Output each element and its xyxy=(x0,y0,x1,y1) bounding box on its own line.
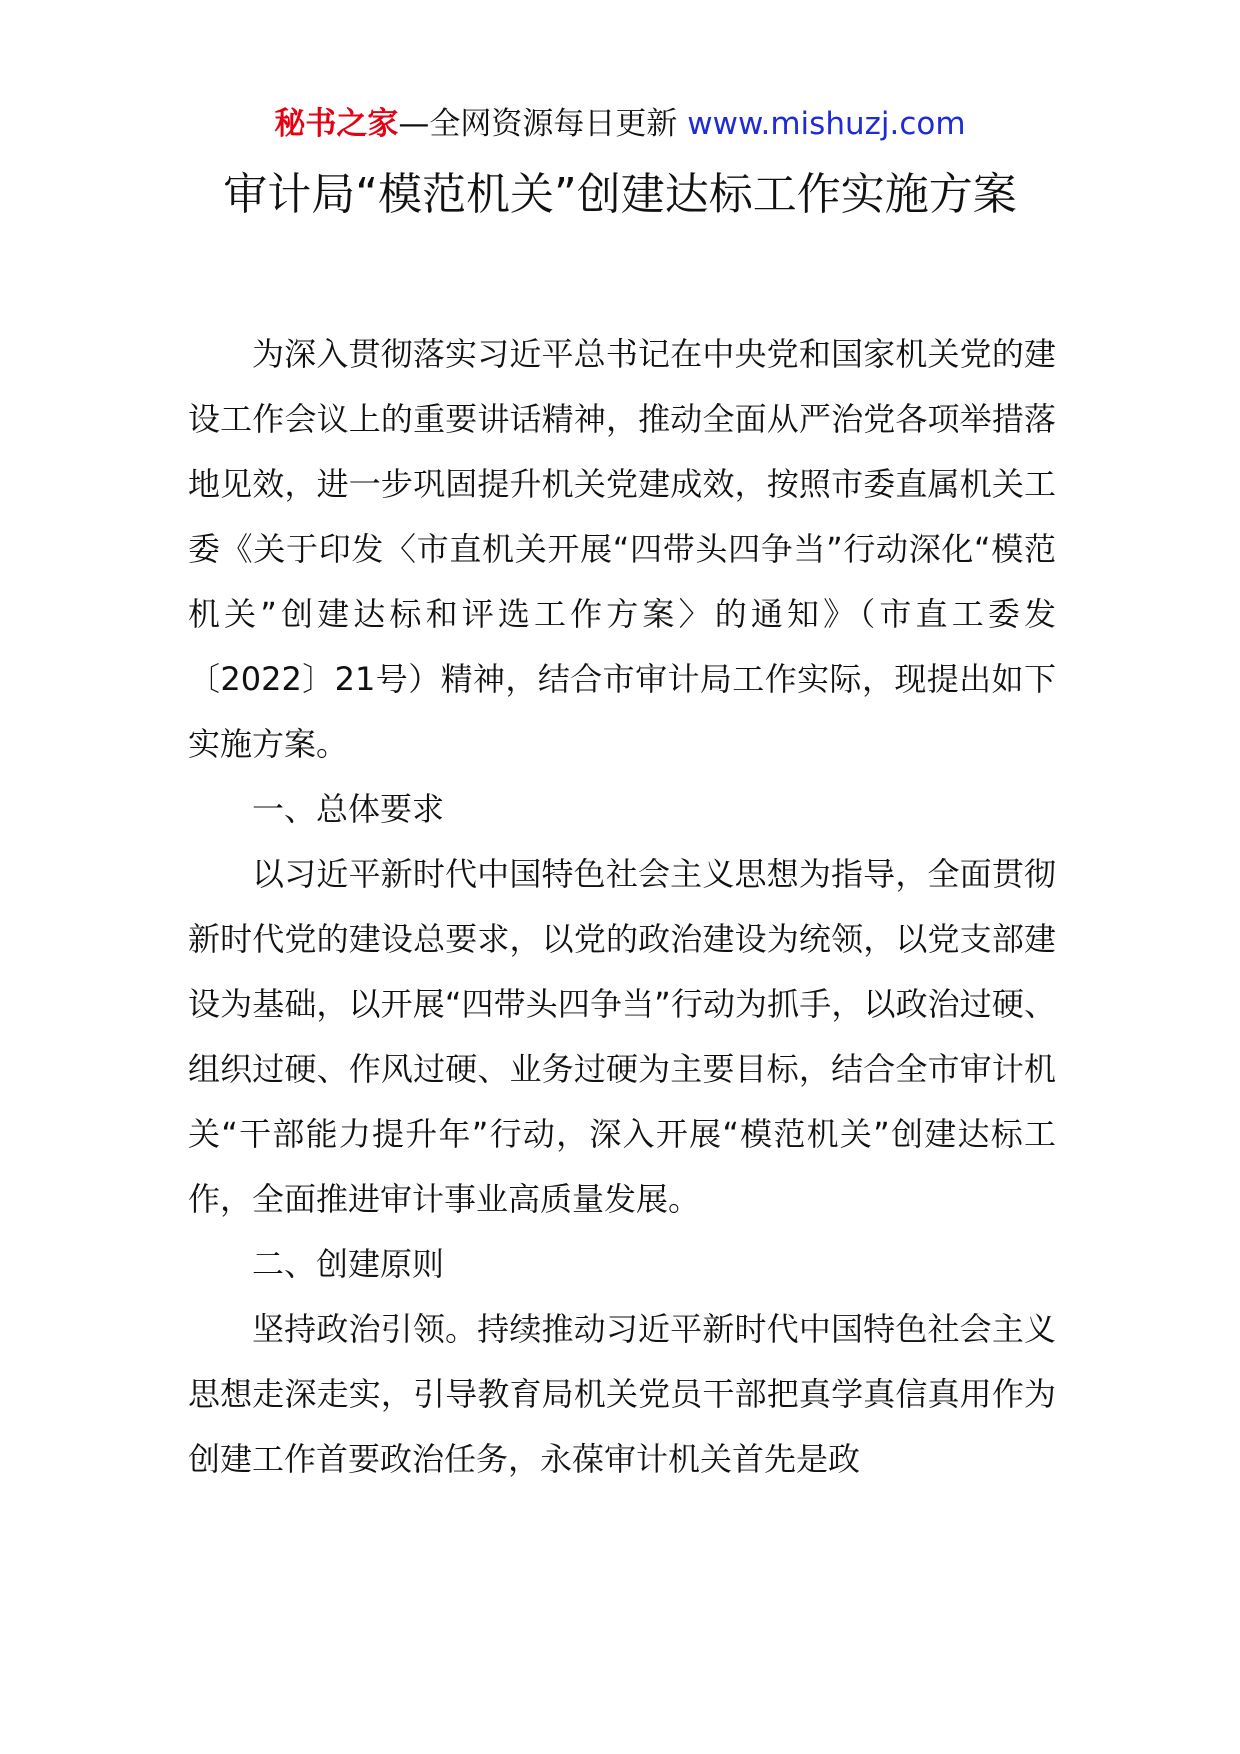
site-header xyxy=(0,96,1240,152)
general-requirements-paragraph: 以习近平新时代中国特色社会主义思想为指导，全面贯彻新时代党的建设总要求，以党的政治建设为统领，以党支部建设为基础，以开展“四带头四争当”行动为抓手，以政治过硬、组织过硬、作风过硬、业务过硬为主要目标，结合全市审计机关“干部能力提升年”行动，深入开展“模范机关”创建达标工作，全面推进审计事业高质量发展。 xyxy=(188,855,1056,1218)
site-url-link[interactable]: www.mishuzj.com xyxy=(687,106,966,142)
principles-paragraph: 坚持政治引领。持续推动习近平新时代中国特色社会主义思想走深走实，引导教育局机关党员干部把真学真信真用作为创建工作首要政治任务，永葆审计机关首先是政 xyxy=(188,1310,1056,1478)
brand-name: 秘书之家 xyxy=(274,106,399,142)
section-heading-general-requirements: 一、总体要求 xyxy=(252,790,445,828)
section-heading-principles: 二、创建原则 xyxy=(252,1245,445,1283)
intro-paragraph: 为深入贯彻落实习近平总书记在中央党和国家机关党的建设工作会议上的重要讲话精神，推动全面从严治党各项举措落地见效，进一步巩固提升机关党建成效，按照市委直属机关工委《关于印发〈市直机关开展“四带头四争当”行动深化“模范机关”创建达标和评选工作方案〉的通知》（市直工委发〔2022〕21号）精神，结合市审计局工作实际，现提出如下实施方案。 xyxy=(188,335,1056,763)
document-body xyxy=(188,322,1056,1492)
document-title: 审计局“模范机关”创建达标工作实施方案 xyxy=(223,169,1017,220)
header-tagline: —全网资源每日更新 xyxy=(398,106,688,142)
